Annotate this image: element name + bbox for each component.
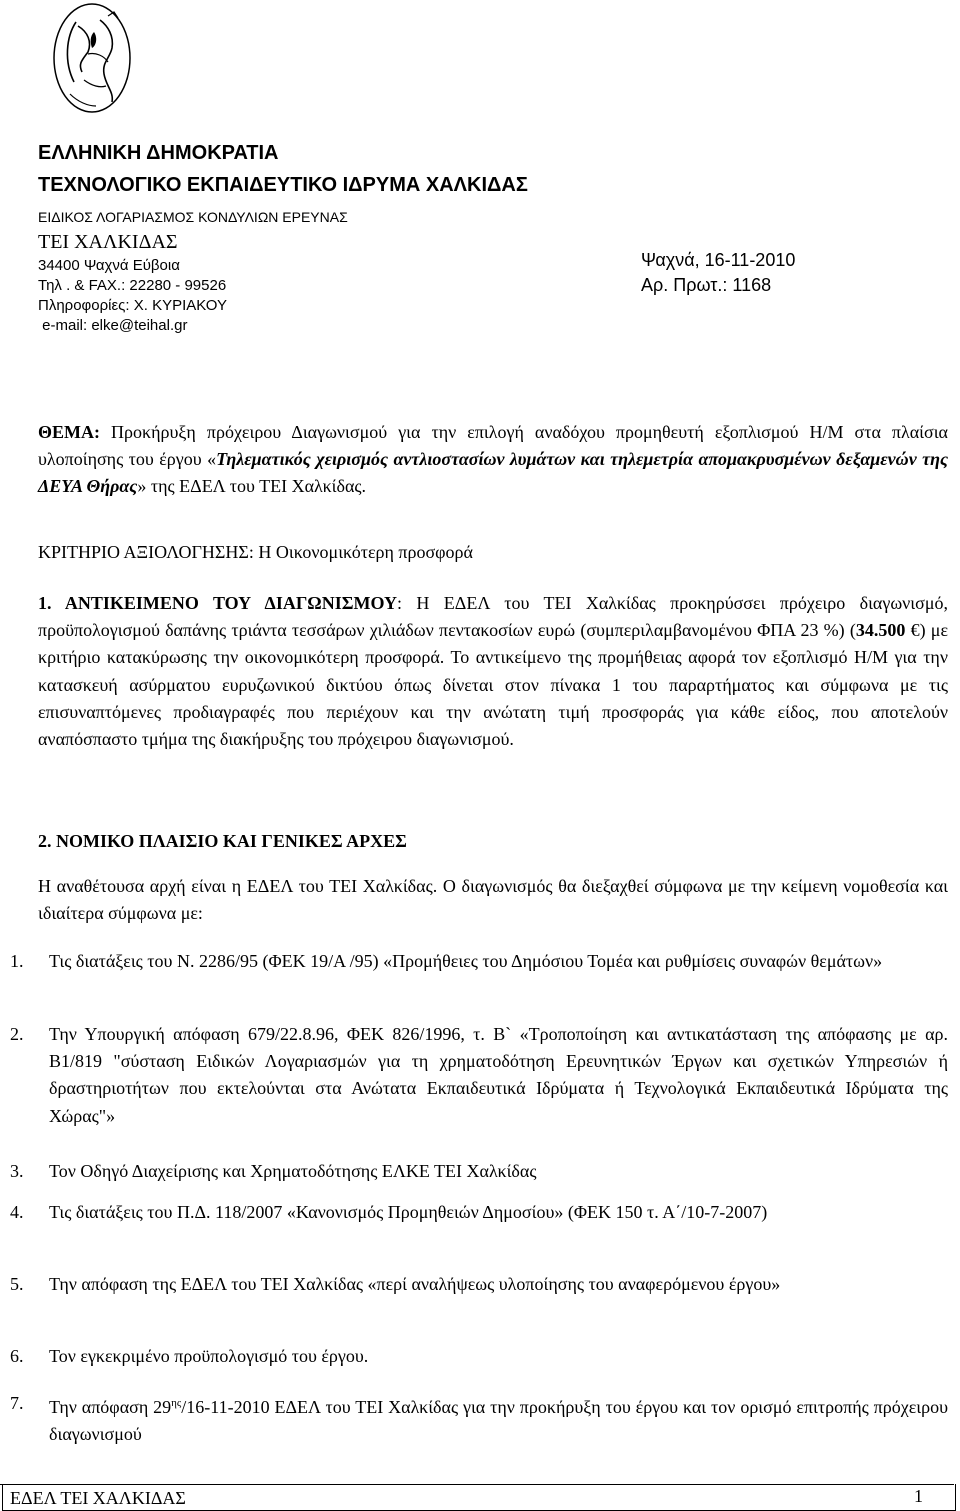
- section-2-heading: 2. ΝΟΜΙΚΟ ΠΛΑΙΣΙΟ ΚΑΙ ΓΕΝΙΚΕΣ ΑΡΧΕΣ: [38, 831, 407, 851]
- email-line: e-mail: elke@teihal.gr: [38, 317, 188, 334]
- institution-title: ΤΕΧΝΟΛΟΓΙΚΟ ΕΚΠΑΙΔΕΥΤΙΚΟ ΙΔΡΥΜΑ ΧΑΛΚΙΔΑΣ: [38, 174, 528, 196]
- section-1-heading: 1. ΑΝΤΙΚΕΙΜΕΝΟ ΤΟΥ ΔΙΑΓΩΝΙΣΜΟΥ: [38, 593, 397, 613]
- list-item-text: [49, 1390, 948, 1448]
- footer-label: ΕΔΕΛ ΤΕΙ ΧΑΛΚΙΔΑΣ: [10, 1488, 186, 1508]
- item-7-text-1: Την απόφαση 29: [49, 1397, 172, 1417]
- section-2-intro: Η αναθέτουσα αρχή είναι η ΕΔΕΛ του ΤΕΙ Χαλκίδας. Ο διαγωνισμός θα διεξαχθεί σύμφωνα με την κείμενη νομοθεσία και ιδιαίτερα σύμφωνα με:: [38, 876, 948, 924]
- list-item-text: Τις διατάξεις του Π.Δ. 118/2007 «Κανονισμός Προμηθειών Δημοσίου» (ΦΕΚ 150 τ. Α΄/10-7-2007): [49, 1202, 768, 1222]
- list-item-number: 3.: [10, 1161, 24, 1181]
- list-item-number: 2.: [10, 1024, 24, 1044]
- list-item-text: Την Υπουργική απόφαση 679/22.8.96, ΦΕΚ 826/1996, τ. Β` «Τροποποίηση και αντικατάσταση της απόφασης με αρ. Β1/819 "σύσταση Ειδικών Λογαριασμών για τη χρηματοδότηση Ερευνητικών Έργων και σχετικών Υπηρεσιών ή δραστηριοτήτων που εκτελούνται στα Ανώτατα Εκπαιδευτικά Ιδρύματα ή Τεχνολογικά Εκπαιδευτικά Ιδρύματα της Χώρας"»: [49, 1024, 948, 1126]
- tei-title: ΤΕΙ ΧΑΛΚΙΔΑΣ: [38, 231, 178, 253]
- list-item-number: 4.: [10, 1202, 24, 1222]
- info-line: Πληροφορίες: Χ. ΚΥΡΙΑΚΟΥ: [38, 297, 227, 314]
- list-item-text: Τον Οδηγό Διαχείρισης και Χρηματοδότησης ΕΛΚΕ ΤΕΙ Χαλκίδας: [49, 1161, 537, 1181]
- criterion-line: ΚΡΙΤΗΡΙΟ ΑΞΙΟΛΟΓΗΣΗΣ: Η Οικονομικότερη προσφορά: [38, 542, 473, 562]
- place-date: Ψαχνά, 16-11-2010: [641, 250, 796, 270]
- subject-project: Τηλεματικός χειρισμός αντλιοστασίων λυμάτων και τηλεμετρία απομακρυσμένων δεξαμενών της ΔΕΥΑ Θήρας: [38, 449, 949, 497]
- footer-rule: [0, 1484, 954, 1485]
- list-item-text: Τον εγκεκριμένο προϋπολογισμό του έργου.: [49, 1346, 369, 1366]
- subject-text-1: Προκήρυξη πρόχειρου Διαγωνισμού για την επιλογή αναδόχου προμηθευτή εξοπλισμού Η/Μ στα πλαίσια υλοποίησης του έργου «: [38, 422, 948, 470]
- account-title: ΕΙΔΙΚΟΣ ΛΟΓΑΡΙΑΣΜΟΣ ΚΟΝΔΥΛΙΩΝ ΕΡΕΥΝΑΣ: [38, 209, 348, 225]
- section-1-paragraph: [38, 590, 948, 753]
- list-item-number: 1.: [10, 951, 24, 971]
- subject-label: ΘΕΜΑ:: [38, 422, 100, 442]
- item-7-superscript: ης: [171, 1397, 182, 1409]
- page-number: 1: [914, 1486, 923, 1506]
- section-1-text-1: : Η ΕΔΕΛ του ΤΕΙ Χαλκίδας προκηρύσσει πρόχειρο διαγωνισμό, προϋπολογισμού δαπάνης τριάντα τεσσάρων χιλιάδων πεντακοσίων ευρώ (συμπεριλαμβανομένου ΦΠΑ 23 %) (: [38, 593, 948, 641]
- list-item-number: 5.: [10, 1274, 24, 1294]
- protocol-number: Αρ. Πρωτ.: 1168: [641, 275, 772, 295]
- section-1-amount: 34.500: [855, 620, 906, 641]
- institution-logo: [48, 2, 140, 120]
- address-line: 34400 Ψαχνά Εύβοια: [38, 257, 180, 274]
- list-item-number: 6.: [10, 1346, 24, 1366]
- republic-title: ΕΛΛΗΝΙΚΗ ΔΗΜΟΚΡΑΤΙΑ: [38, 142, 279, 164]
- subject-text-2: » της ΕΔΕΛ του ΤΕΙ Χαλκίδας.: [137, 476, 367, 497]
- section-1-text-2: €) με κριτήριο κατακύρωσης την οικονομικότερη προσφορά. Το αντικείμενο της προμήθειας αφορά τον εξοπλισμό Η/Μ για την κατασκευή ασύρματου ευρυζωνικού δικτύου όπως δίνεται στον πίνακα 1 του παραρτήματος και σύμφωνα με τις επισυναπτόμενες προδιαγραφές που περιέχουν και την ανώτατη τιμή προσφοράς για κάθε είδος, που αποτελούν αναπόσπαστο τμήμα της διακήρυξης του πρόχειρου διαγωνισμού.: [38, 620, 948, 750]
- list-item-text: Την απόφαση της ΕΔΕΛ του ΤΕΙ Χαλκίδας «περί αναλήψεως υλοποίησης του αναφερόμενου έργου»: [49, 1274, 781, 1294]
- list-item-text: Τις διατάξεις του Ν. 2286/95 (ΦΕΚ 19/Α /95) «Προμήθειες του Δημόσιου Τομέα και ρυθμίσεις συναφών θεμάτων»: [49, 951, 883, 971]
- subject-paragraph: [38, 419, 948, 501]
- list-item-number: 7.: [10, 1393, 24, 1413]
- item-7-text-2: /16-11-2010 ΕΔΕΛ του ΤΕΙ Χαλκίδας για την προκήρυξη του έργου και τον ορισμό επιτροπής πρόχειρου διαγωνισμού: [49, 1397, 948, 1445]
- phone-line: Τηλ . & FAX.: 22280 - 99526: [38, 277, 227, 294]
